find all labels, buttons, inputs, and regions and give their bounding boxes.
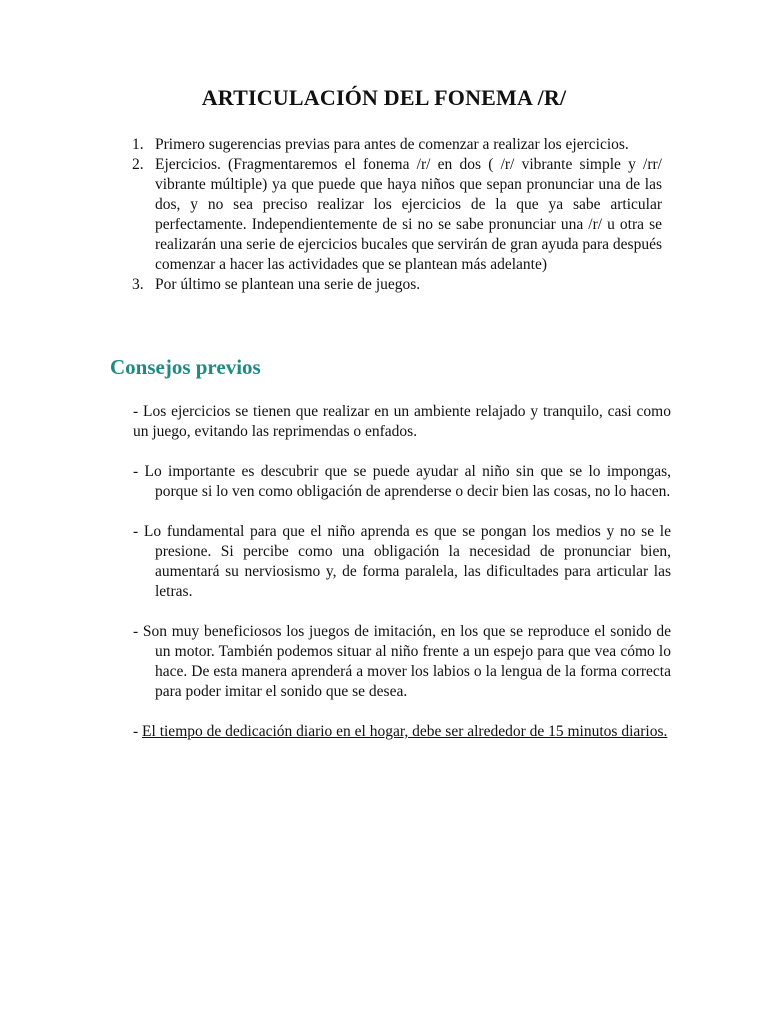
- section-heading: Consejos previos: [110, 355, 261, 379]
- intro-list: [132, 135, 662, 295]
- list-item-text: Por último se plantean una serie de juegos.: [155, 276, 421, 293]
- page-title: ARTICULACIÓN DEL FONEMA /R/: [201, 85, 567, 110]
- final-tip-dash: -: [133, 723, 143, 740]
- tip-paragraph: - Son muy beneficiosos los juegos de imitación, en los que se reproduce el sonido de un motor. También podemos situar al niño frente a un espejo para que vea cómo lo hace. De esta manera aprenderá a mover los labios o la lengua de la forma correcta para poder imitar el sonido que se desea.: [133, 623, 671, 700]
- tip-paragraph: - Lo importante es descubrir que se puede ayudar al niño sin que se lo impongas, porque si lo ven como obligación de aprenderse o decir bien las cosas, no lo hacen.: [133, 463, 671, 500]
- final-tip-text: El tiempo de dedicación diario en el hogar, debe ser alrededor de 15 minutos diarios.: [142, 723, 668, 740]
- list-number: 2.: [132, 156, 144, 173]
- list-item: [132, 275, 662, 295]
- final-tip: [133, 722, 671, 742]
- tips-list: [133, 402, 671, 762]
- list-item-text: Primero sugerencias previas para antes de comenzar a realizar los ejercicios.: [155, 136, 629, 153]
- list-number: 3.: [132, 276, 144, 293]
- tip-paragraph: - Los ejercicios se tienen que realizar en un ambiente relajado y tranquilo, casi como un juego, evitando las reprimendas o enfados.: [133, 403, 671, 440]
- list-item: [132, 155, 662, 275]
- list-number: 1.: [132, 136, 144, 153]
- tip-paragraph: - Lo fundamental para que el niño aprenda es que se pongan los medios y no se le presione. Si percibe como una obligación la necesidad de pronunciar bien, aumentará su nerviosismo y, de forma paralela, las dificultades para articular las letras.: [133, 523, 671, 600]
- list-item-text: Ejercicios. (Fragmentaremos el fonema /r/ en dos ( /r/ vibrante simple y /rr/ vibrante múltiple) ya que puede que haya niños que sepan pronunciar una de las dos, y no sea preciso realizar los ejercicios de la que ya sabe articular perfectamente. Independientemente de si no se sabe pronunciar una /r/ u otra se realizarán una serie de ejercicios bucales que servirán de gran ayuda para después comenzar a hacer las actividades que se plantean más adelante): [155, 156, 662, 273]
- list-item: [132, 135, 662, 155]
